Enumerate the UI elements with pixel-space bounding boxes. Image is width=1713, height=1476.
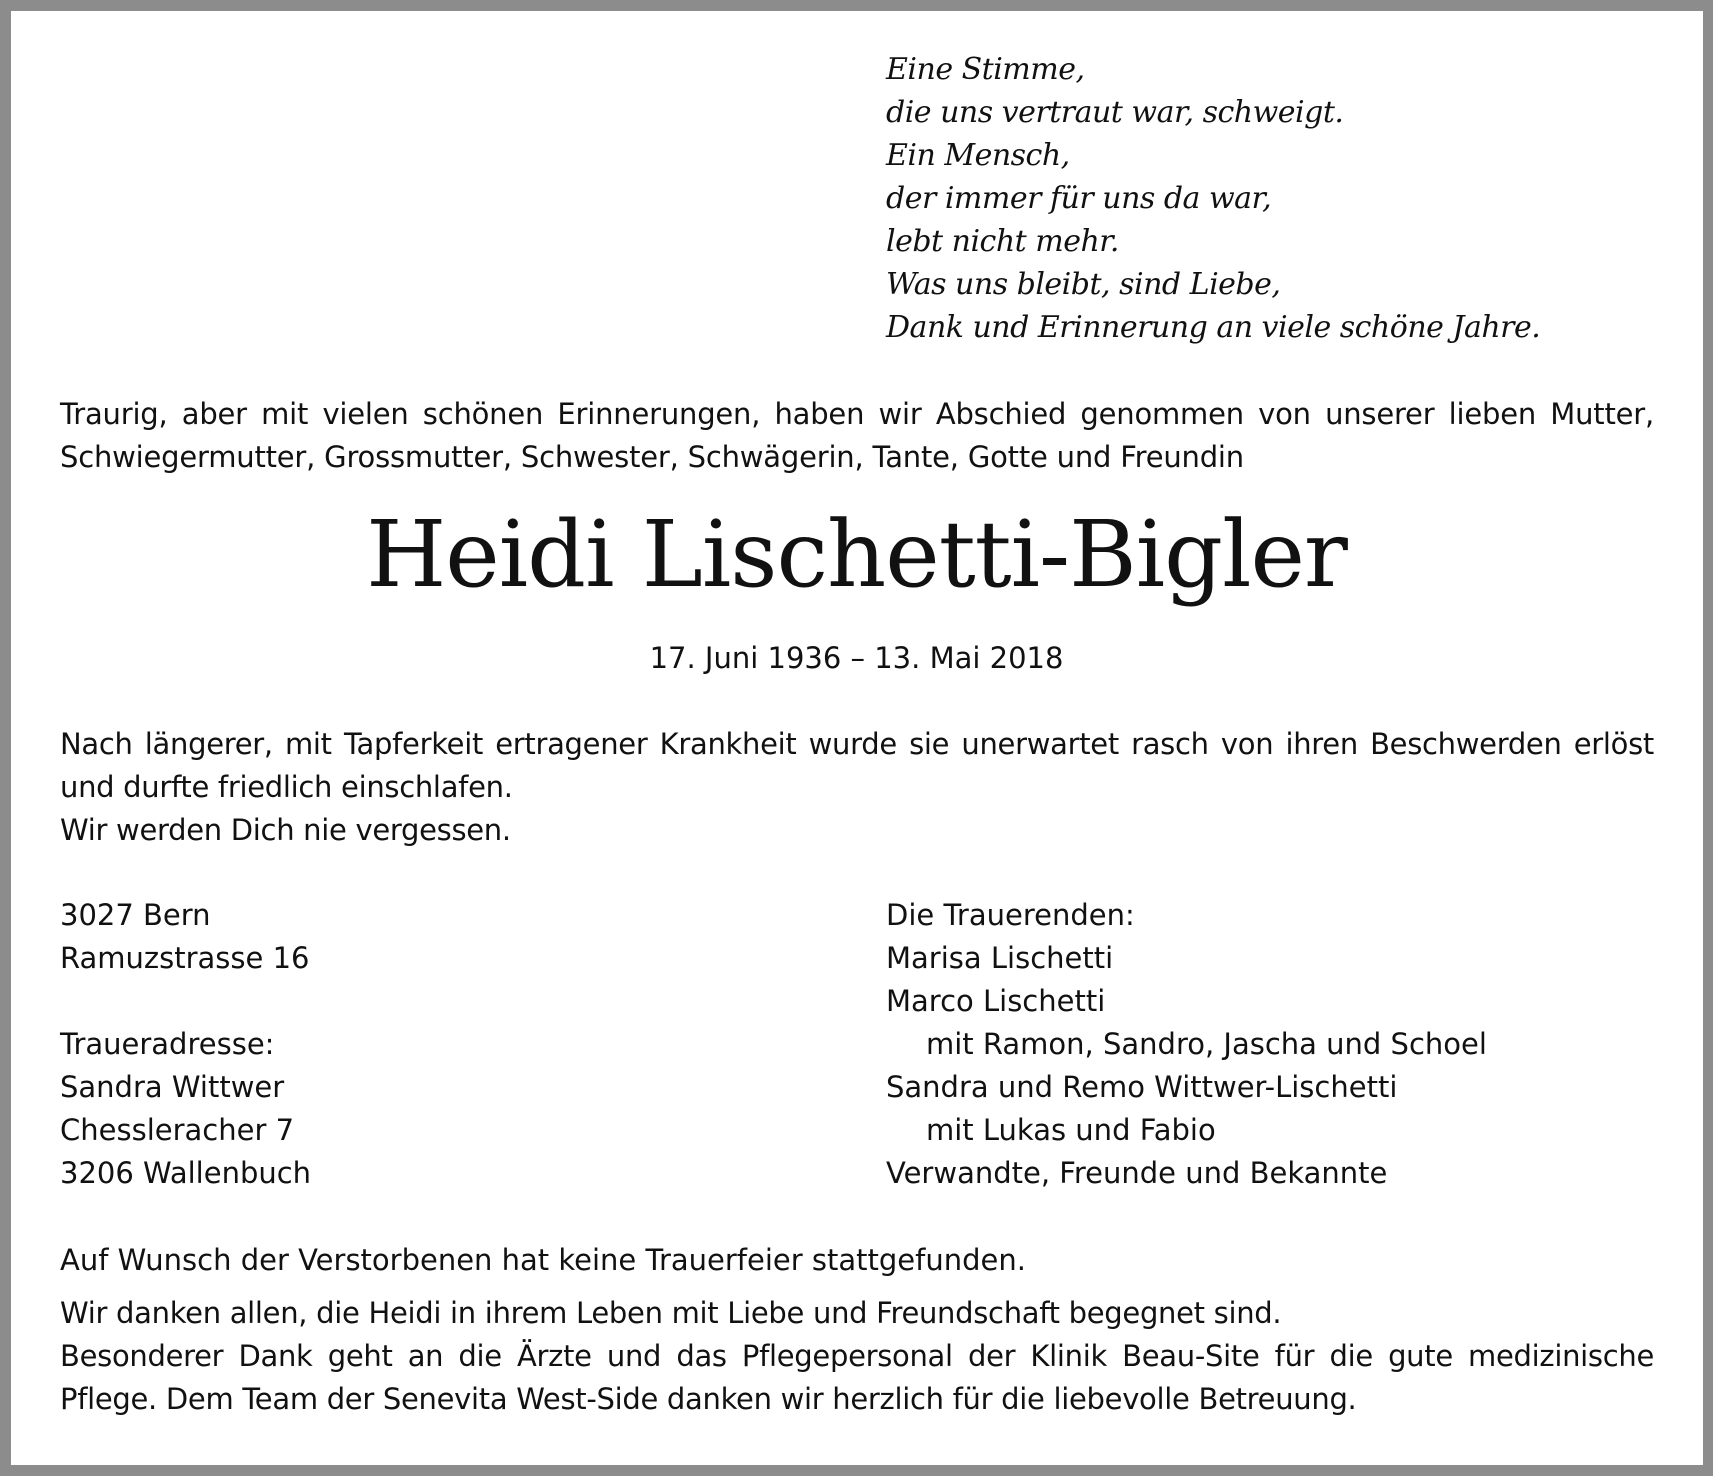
contact-street: Chessleracher 7: [60, 1113, 295, 1147]
address-city: 3027 Bern: [60, 898, 211, 932]
mourners-label: Die Trauerenden:: [886, 898, 1135, 932]
intro-line: Schwiegermutter, Grossmutter, Schwester, Schwägerin, Tante, Gotte und Freundin: [60, 440, 1244, 474]
poem-line: lebt nicht mehr.: [886, 224, 1119, 259]
address-block: [60, 894, 311, 1195]
life-dates: 17. Juni 1936 – 13. Mai 2018: [649, 641, 1064, 675]
poem-line: die uns vertraut war, schweigt.: [886, 95, 1344, 130]
poem-line: Ein Mensch,: [886, 138, 1070, 173]
mourners-block: [886, 894, 1487, 1195]
poem-line: Dank und Erinnerung an viele schöne Jahre.: [886, 310, 1541, 345]
mourner-entry: Marisa Lischetti: [886, 941, 1114, 975]
poem-line: Was uns bleibt, sind Liebe,: [886, 267, 1281, 302]
spacer: [60, 980, 311, 1023]
mourner-entry: Verwandte, Freunde und Bekannte: [886, 1156, 1388, 1190]
poem: [886, 48, 1540, 349]
thanks-line: Wir danken allen, die Heidi in ihrem Leben mit Liebe und Freundschaft begegnet sind.: [60, 1296, 1282, 1330]
mourner-entry: mit Ramon, Sandro, Jascha und Schoel: [926, 1027, 1487, 1061]
address-street: Ramuzstrasse 16: [60, 941, 310, 975]
mourner-entry: Marco Lischetti: [886, 984, 1106, 1018]
mourner-entry: Sandra und Remo Wittwer-Lischetti: [886, 1070, 1398, 1104]
intro-text: [60, 393, 1654, 479]
thanks-line: Pflege. Dem Team der Senevita West-Side danken wir herzlich für die liebevolle Betreuung.: [60, 1382, 1357, 1416]
thanks-paragraph: [60, 1292, 1654, 1421]
poem-line: Eine Stimme,: [886, 52, 1085, 87]
mourner-entry: mit Lukas und Fabio: [926, 1113, 1216, 1147]
thanks-line: Besonderer Dank geht an die Ärzte und das Pflegepersonal der Klinik Beau-Site für die gute medizinische: [60, 1339, 1654, 1373]
mourning-address-label: Traueradresse:: [60, 1027, 275, 1061]
ceremony-note: Auf Wunsch der Verstorbenen hat keine Trauerfeier stattgefunden.: [60, 1243, 1026, 1277]
poem-line: der immer für uns da war,: [886, 181, 1272, 216]
paragraph-line: und durfte friedlich einschlafen.: [60, 770, 513, 804]
deceased-name: Heidi Lischetti-Bigler: [366, 501, 1347, 608]
paragraph-line: Nach längerer, mit Tapferkeit ertragener Krankheit wurde sie unerwartet rasch von ihren Beschwerden erlöst: [60, 727, 1654, 761]
contact-city: 3206 Wallenbuch: [60, 1156, 312, 1190]
paragraph-line: Wir werden Dich nie vergessen.: [60, 813, 511, 847]
contact-name: Sandra Wittwer: [60, 1070, 285, 1104]
farewell-paragraph: [60, 723, 1654, 852]
intro-line: Traurig, aber mit vielen schönen Erinnerungen, haben wir Abschied genommen von unserer lieben Mutter,: [60, 397, 1654, 431]
